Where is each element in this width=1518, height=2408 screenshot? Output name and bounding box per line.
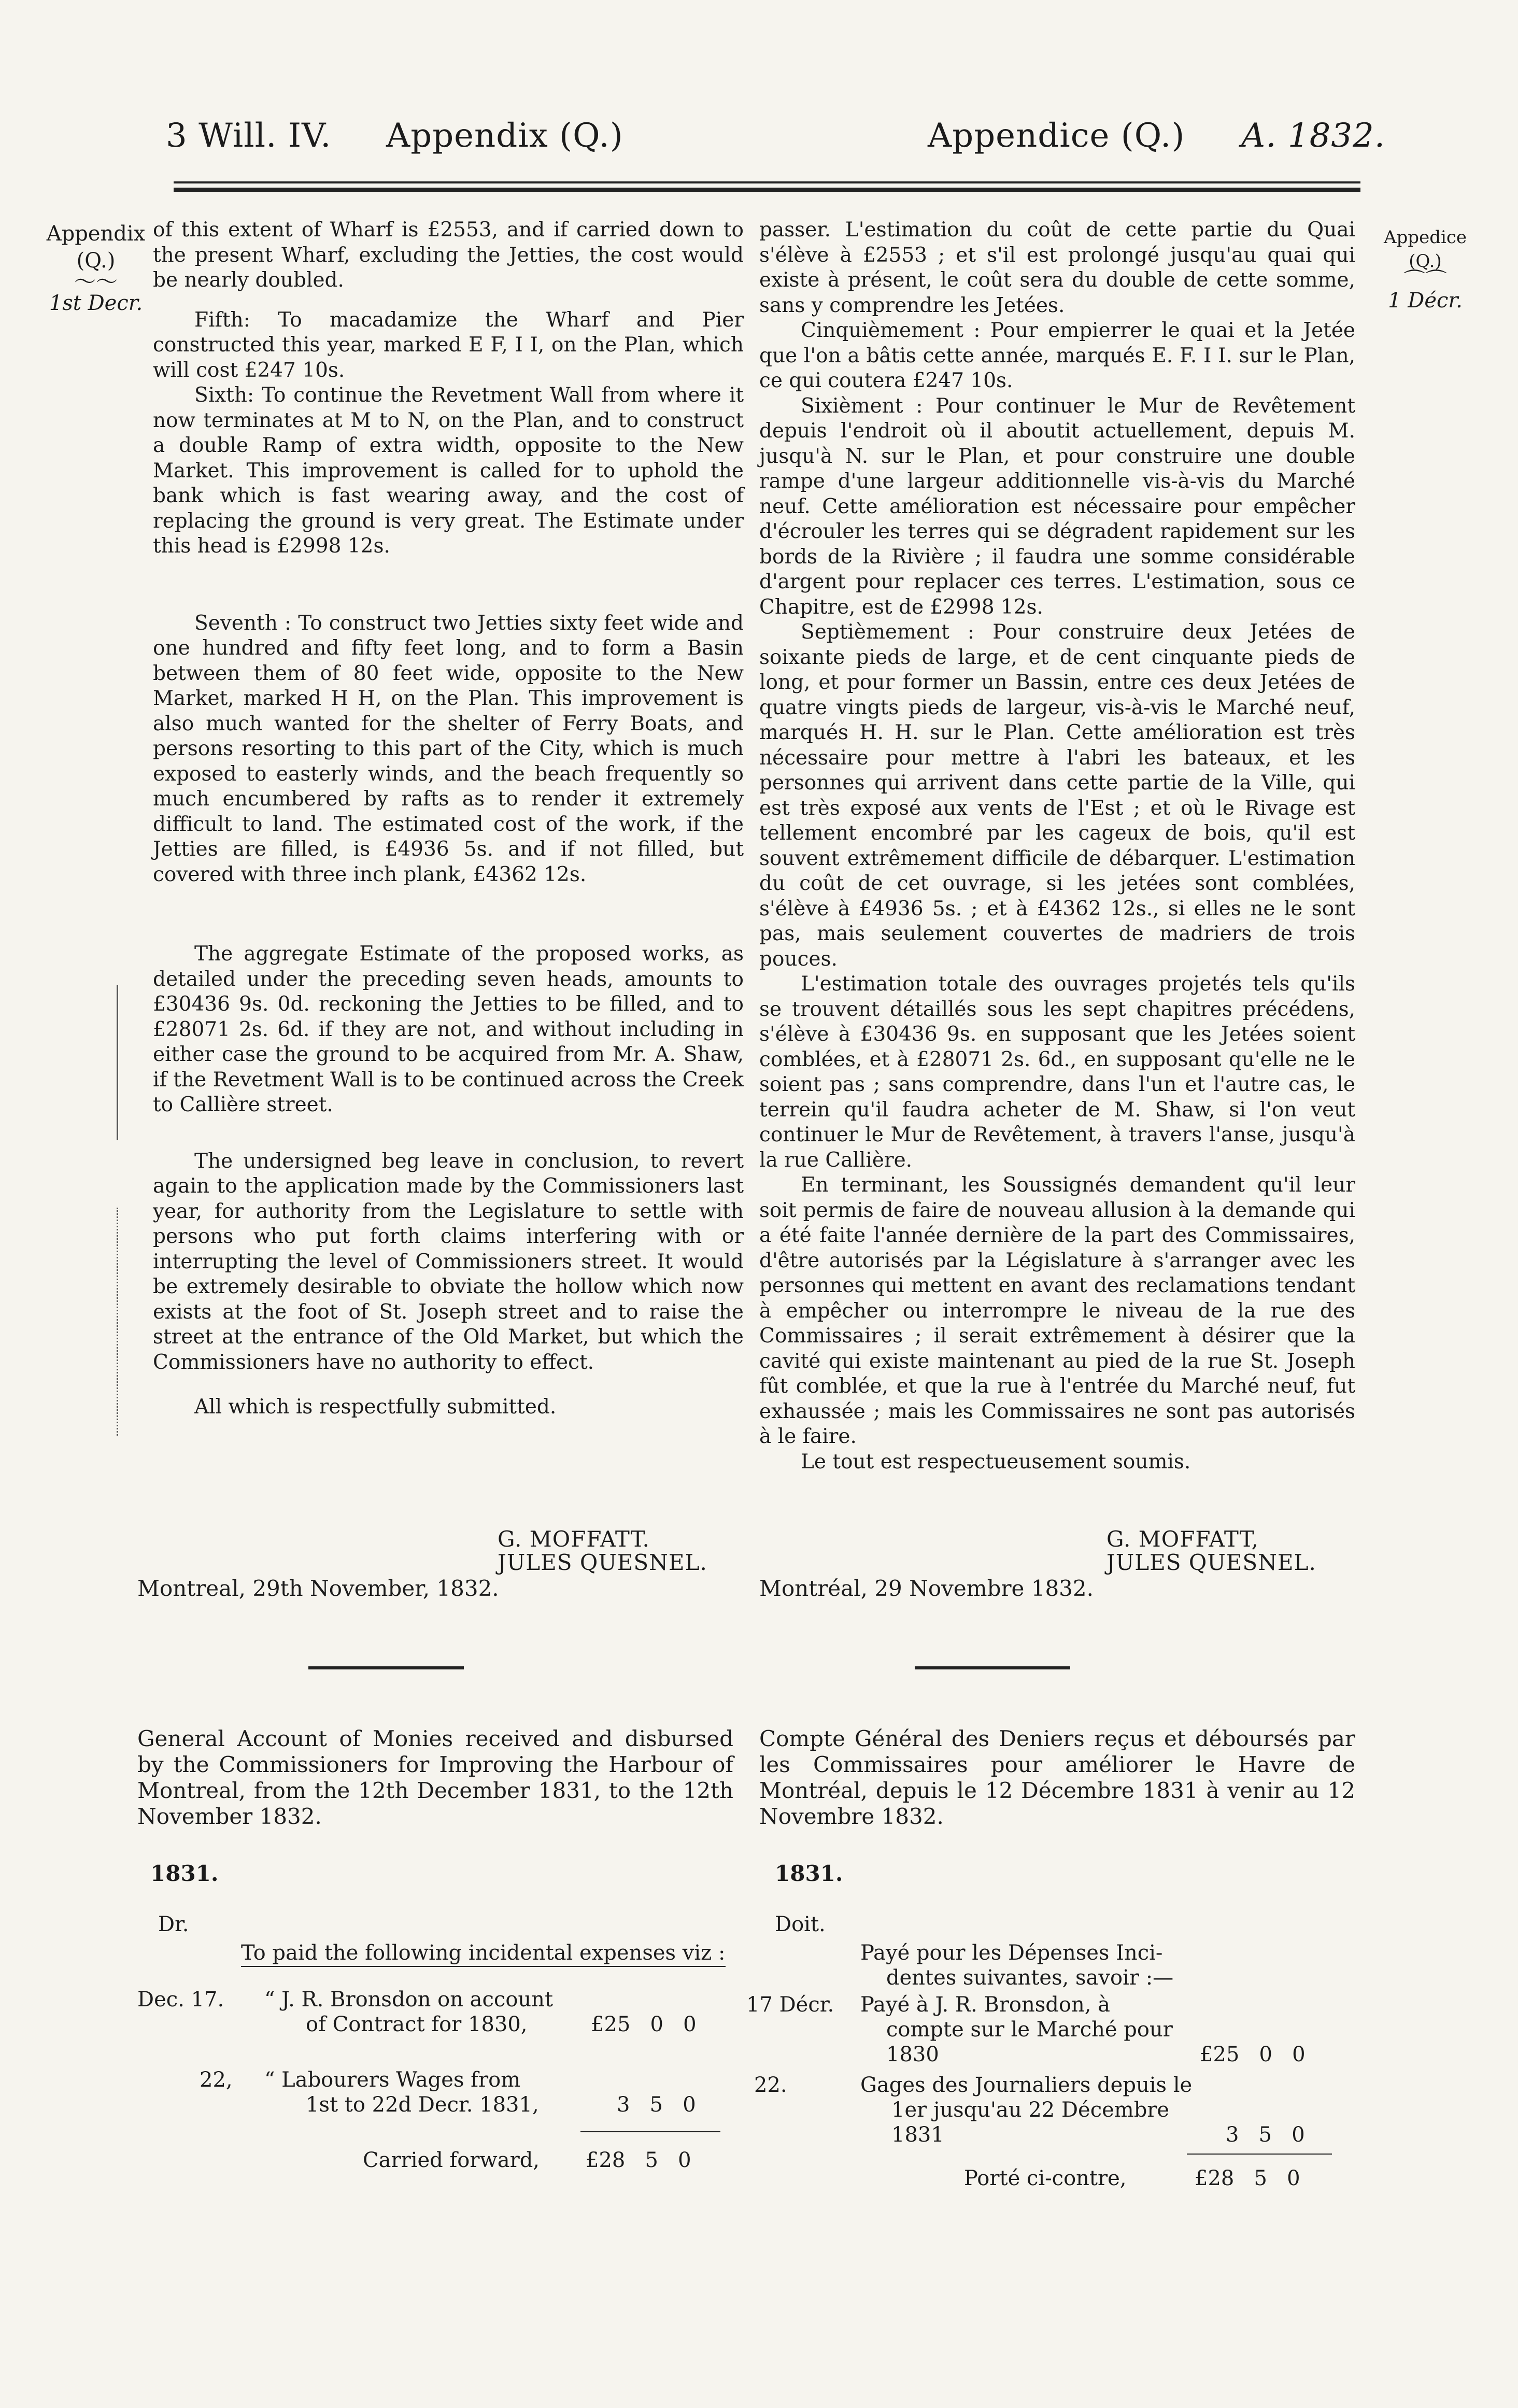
fr-place-date: Montréal, 29 Novembre 1832. [759,1576,1094,1601]
en-row1-amount: £25 0 0 [591,2013,697,2036]
en-paragraph-2: Fifth: To macadamize the Wharf and Pier constructed this year, marked E F, I I, on the Plan, which will cost £247 10s. [153,308,744,382]
fr-account-year: 1831. [775,1861,843,1886]
en-paragraph-4: Seventh : To construct two Jetties sixty feet wide and one hundred and fifty feet long, and to form a Basin between them of 80 feet wide, opposite to the New Market, marked H H, on the Plan. This improvement is also much wanted for the shelter of Ferry Boats, and persons resorting to this part of the City, which is much exposed to easterly winds, and the beach frequently so much encumbered by rafts as to render it extremely difficult to land. The estimated cost of the work, if the Jetties are filled, is £4936 5s. and if not filled, but covered with three inch plank, £4362 12s. [153,611,744,886]
en-account-year: 1831. [150,1861,219,1886]
fr-carried-amount: £28 5 0 [1195,2166,1300,2190]
fr-paragraph-1: passer. L'estimation du coût de cette partie du Quai s'élève à £2553 ; et s'il est prolongé jusqu'au quai qui existe à présent, le coût sera du double de cette somme, sans y comprendre les Jetées. [759,218,1355,317]
french-column [759,218,1355,1475]
fr-row2-amount: 3 5 0 [1226,2123,1305,2147]
en-row2-amount: 3 5 0 [617,2093,696,2117]
en-carried-label: Carried forward, [363,2148,540,2172]
margin-swash-icon: 〜〜 [74,269,118,294]
fr-row2-date: 22. [754,2073,787,2097]
fr-row2-desc-b: 1er jusqu'au 22 Décembre [891,2098,1170,2122]
margin-date: 1st Decr. [49,291,143,315]
en-dr-label: Dr. [158,1913,189,1936]
appendix-label-fr: Appendice (Q.) [928,117,1185,155]
en-margin-bracket [117,985,118,1140]
appendix-label-en: Appendix (Q.) [386,117,623,155]
en-place-date: Montreal, 29th November, 1832. [137,1576,499,1601]
en-intro-underline [241,1966,726,1967]
fr-sum-rule [1187,2154,1332,2155]
fr-carried-label: Porté ci-contre, [964,2166,1127,2190]
en-carried-amount: £28 5 0 [586,2148,691,2172]
en-sum-rule [580,2131,720,2132]
margin-appendix: Appendix [46,222,146,246]
fr-paragraph-5: L'estimation totale des ouvrages projetés tels qu'ils se trouvent détaillés sous les sept chapitres précédens, s'élève à £30436 9s. en supposant que les Jetées soient comblées, et à £28071 2s. 6d., en supposant qu'elle ne le soient pas ; sans comprendre, dans l'un et l'autre cas, le terrein qu'il faudra acheter de M. Shaw, si l'on veut continuer le Mur de Revêtement, à travers l'anse, jusqu'à la rue Callière. [759,972,1355,1172]
margin-date-fr: 1 Décr. [1388,289,1463,313]
en-paragraph-3: Sixth: To continue the Revetment Wall from where it now terminates at M to N, on the Plan, and to construct a double Ramp of extra width, opposite to the New Market. This improvement is called for to uphold the bank which is fast wearing away, and the cost of replacing the ground is very great. The Estimate under this head is £2998 12s. [153,384,744,558]
en-row2-desc-a: “ Labourers Wages from [264,2068,521,2092]
fr-intro-line-a: Payé pour les Dépenses Inci- [860,1941,1163,1965]
margin-appendice-q: (Q.) [1409,251,1442,272]
english-column [153,218,744,1420]
en-signature-quesnel: JULES QUESNEL. [498,1550,707,1575]
en-row1-date: Dec. 17. [137,1988,224,2012]
en-paragraph-7: All which is respectfully submitted. [194,1395,557,1419]
fr-row1-desc-b: compte sur le Marché pour [886,2018,1173,2042]
en-paragraph-5: The aggregate Estimate of the proposed works, as detailed under the preceding seven heads, amounts to £30436 9s. 0d. reckoning the Jetties to be filled, and to £28071 2s. 6d. if they are not, and without including in either case the ground to be acquired from Mr. A. Shaw, if the Revetment Wall is to be continued across the Creek to Callière street. [153,942,744,1116]
en-row2-desc-b: 1st to 22d Decr. 1831, [306,2093,539,2117]
fr-row1-desc-a: Payé à J. R. Bronsdon, à [860,1993,1111,2017]
fr-signature-quesnel: JULES QUESNEL. [1106,1550,1316,1575]
left-margin-note [41,220,150,317]
en-intro-line: To paid the following incidental expenses viz : [241,1941,726,1965]
en-paragraph-1: of this extent of Wharf is £2553, and if carried down to the present Wharf, excluding the Jetties, the cost would be nearly doubled. [153,218,744,292]
fr-account-title: Compte Général des Deniers reçus et déboursés par les Commissaires pour améliorer le Havre de Montréal, depuis le 12 Décembre 1831 à venir au 12 Novembre 1832. [759,1726,1355,1829]
fr-paragraph-4: Septièmement : Pour construire deux Jetées de soixante pieds de large, et de cent cinquante pieds de long, et pour former un Bassin, entre ces deux Jetées de quatre vingts pieds de largeur, vis-à-vis le Marché neuf, marqués H. H. sur le Plan. Cette amélioration est très nécessaire pour mettre à l'abri les bateaux, et les personnes qui arrivent dans cette partie de la Ville, qui est très exposé aux vents de l'Est ; et où le Rivage est tellement encombré par les cageux de bois, qu'il est souvent extrêmement difficile de débarquer. L'estimation du coût de cet ouvrage, si les jetées sont comblées, s'élève à £4936 5s. ; et à £4362 12s., si elles ne le sont pas, mais seulement couvertes de madriers de trois pouces. [759,620,1355,971]
session-label: 3 Will. IV. [166,117,332,155]
right-margin-note [1368,225,1482,313]
en-account-title: General Account of Monies received and disbursed by the Commissioners for Improving the Harbour of Montreal, from the 12th December 1831, to the 12th November 1832. [137,1726,733,1829]
fr-row1-date: 17 Décr. [746,1993,834,2017]
fr-row2-desc-a: Gages des Journaliers depuis le [860,2073,1193,2097]
fr-row1-desc-c: 1830 [886,2043,939,2066]
fr-paragraph-6: En terminant, les Soussignés demandent qu'il leur soit permis de faire de nouveau allusion à la demande qui a été faite l'année dernière de la part des Commissaires, d'être autorisés par la Législature à s'arranger avec les personnes qui mettent en avant des reclamations tendant à empêcher ou interrompre le niveau de la rue des Commissaires ; il serait extrêmement à désirer que la cavité qui existe maintenant au pied de la rue St. Joseph fût comblée, et que la rue à l'entrée du Marché neuf, fut exhaussée ; mais les Commissaires ne sont pas autorisés à le faire. [759,1173,1355,1448]
fr-signature-moffatt: G. MOFFATT, [1106,1526,1259,1552]
fr-dr-label: Doit. [775,1913,826,1936]
fr-paragraph-2: Cinquièmement : Pour empierrer le quai et la Jetée que l'on a bâtis cette année, marqués E. F. I I. sur le Plan, ce qui coutera £247 10s. [759,319,1355,392]
en-row1-desc-a: “ J. R. Bronsdon on account [264,1988,554,2012]
margin-appendice: Appedice [1383,227,1467,248]
fr-paragraph-7: Le tout est respectueusement soumis. [801,1450,1191,1474]
header-rule-bottom [174,188,1360,192]
fr-row1-amount: £25 0 0 [1200,2043,1306,2066]
header-rule-top [174,181,1360,183]
margin-bracket-icon: ⌒⌒ [1403,268,1447,293]
en-row1-desc-b: of Contract for 1830, [306,2013,528,2036]
en-section-rule [308,1666,464,1669]
en-signature-moffatt: G. MOFFATT. [498,1526,650,1552]
year-label: A. 1832. [1241,117,1386,155]
en-margin-dots [117,1208,118,1436]
margin-appendix-q: (Q.) [76,249,116,273]
fr-row2-desc-c: 1831 [891,2123,944,2147]
en-paragraph-6: The undersigned beg leave in conclusion, to revert again to the application made by the Commissioners last year, for authority from the Legislature to settle with persons who put forth claims interfering with or interrupting the level of Commissioners street. It would be extremely desirable to obviate the hollow which now exists at the foot of St. Joseph street and to raise the street at the entrance of the Old Market, but which the Commissioners have no authority to effect. [153,1149,744,1374]
fr-paragraph-3: Sixièment : Pour continuer le Mur de Revêtement depuis l'endroit où il aboutit actuellement, depuis M. jusqu'à N. sur le Plan, et pour construire une double rampe d'une largeur additionnelle vis-à-vis du Marché neuf. Cette amélioration est nécessaire pour empêcher d'écrouler les terres qui se dégradent rapidement sur les bords de la Rivière ; il faudra une somme considérable d'argent pour replacer ces terres. L'estimation, sous ce Chapitre, est de £2998 12s. [759,394,1355,619]
en-row2-date: 22, [200,2068,233,2092]
fr-intro-line-b: dentes suivantes, savoir :— [886,1966,1174,1990]
fr-section-rule [915,1666,1070,1669]
